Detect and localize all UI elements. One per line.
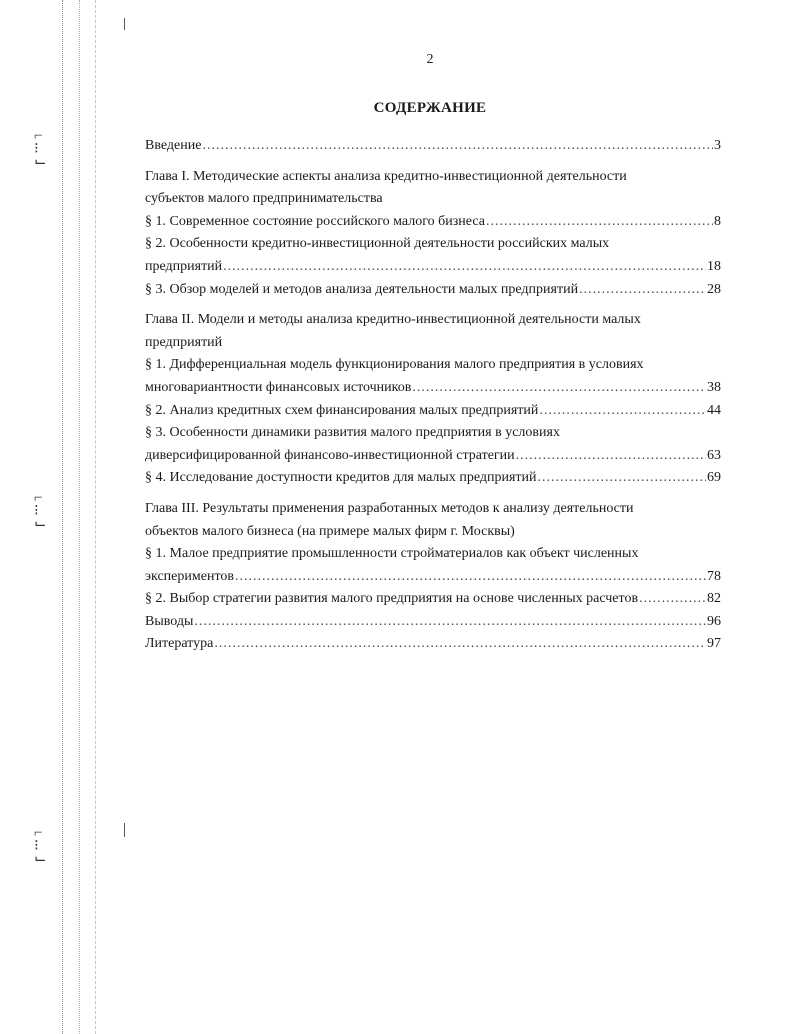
toc-entry-ch1-s2[interactable]: § 2. Особенности кредитно-инвестиционной деятельности российских малых [145,236,610,252]
toc-leader-dots [235,566,706,589]
toc-entry-ch2-s2[interactable]: § 2. Анализ кредитных схем финансирования малых предприятий ..... 44 [145,400,721,423]
scan-artifact [124,823,125,837]
toc-entry-ch1-s2-cont[interactable]: предприятий ..... 18 [145,256,721,279]
toc-entry-ch1-s3[interactable]: § 3. Обзор моделей и методов анализа деятельности малых предприятий ..... 28 [145,279,721,302]
toc-leader-dots [639,588,706,611]
toc-leader-dots [486,211,713,234]
toc-leader-dots [214,633,706,656]
toc-entry-ch2-s3[interactable]: § 3. Особенности динамики развития малого предприятия в условиях [145,425,560,441]
toc-leader-dots [223,256,706,279]
toc-leader-dots [516,445,706,468]
toc-chapter-1-title[interactable]: Глава I. Методические аспекты анализа кредитно-инвестиционной деятельности [145,168,627,184]
toc-entry-ch2-s1[interactable]: § 1. Дифференциальная модель функционирования малого предприятия в условиях [145,357,644,373]
margin-binding-mark: ⌐ ⁝ ⌙ [34,490,47,532]
toc-entry-literature[interactable]: Литература ..... 97 [145,633,721,656]
margin-binding-mark: ⌐ ⁝ ⌙ [34,825,47,867]
toc-leader-dots [579,279,706,302]
toc-title: СОДЕРЖАНИЕ [373,100,487,116]
binding-perforation-line [95,0,96,1034]
toc-entry-ch2-s3-cont[interactable]: диверсифицированной финансово-инвестиционной стратегии ..... 63 [145,445,721,468]
toc-entry-conclusions[interactable]: Выводы ..... 96 [145,611,721,634]
toc-entry-ch3-s1[interactable]: § 1. Малое предприятие промышленности стройматериалов как объект численных [145,546,639,562]
toc-leader-dots [412,377,706,400]
toc-leader-dots [539,400,706,423]
table-of-contents [145,135,721,656]
toc-chapter-1-title-cont[interactable]: субъектов малого предпринимательства [145,191,383,207]
toc-chapter-2-title-cont[interactable]: предприятий [145,334,223,350]
scan-artifact [124,18,125,30]
toc-leader-dots [538,467,707,490]
toc-leader-dots [202,135,713,158]
toc-chapter-3-title-cont[interactable]: объектов малого бизнеса (на примере малых фирм г. Москвы) [145,523,515,539]
toc-entry-page: 3 [714,138,721,153]
toc-entry-ch2-s1-cont[interactable]: многовариантности финансовых источников ..... 38 [145,377,721,400]
binding-perforation-line [79,0,80,1034]
toc-entry-ch2-s4[interactable]: § 4. Исследование доступности кредитов для малых предприятий ..... 69 [145,467,721,490]
page-number: 2 [426,52,434,67]
binding-perforation-line [62,0,63,1034]
toc-leader-dots [194,611,706,634]
toc-chapter-3-title[interactable]: Глава III. Результаты применения разработанных методов к анализу деятельности [145,500,634,516]
toc-chapter-2-title[interactable]: Глава II. Модели и методы анализа кредитно-инвестиционной деятельности малых [145,312,641,328]
toc-entry-ch3-s1-cont[interactable]: экспериментов ..... 78 [145,566,721,589]
margin-binding-mark: ⌐ ⁝ ⌙ [34,128,47,170]
toc-entry-text: Введение [145,138,202,153]
toc-entry-ch3-s2[interactable]: § 2. Выбор стратегии развития малого предприятия на основе численных расчетов ..... 82 [145,588,721,611]
toc-entry-introduction[interactable] [145,135,721,158]
toc-entry-ch1-s1[interactable]: § 1. Современное состояние российского малого бизнеса ..... 8 [145,211,721,234]
